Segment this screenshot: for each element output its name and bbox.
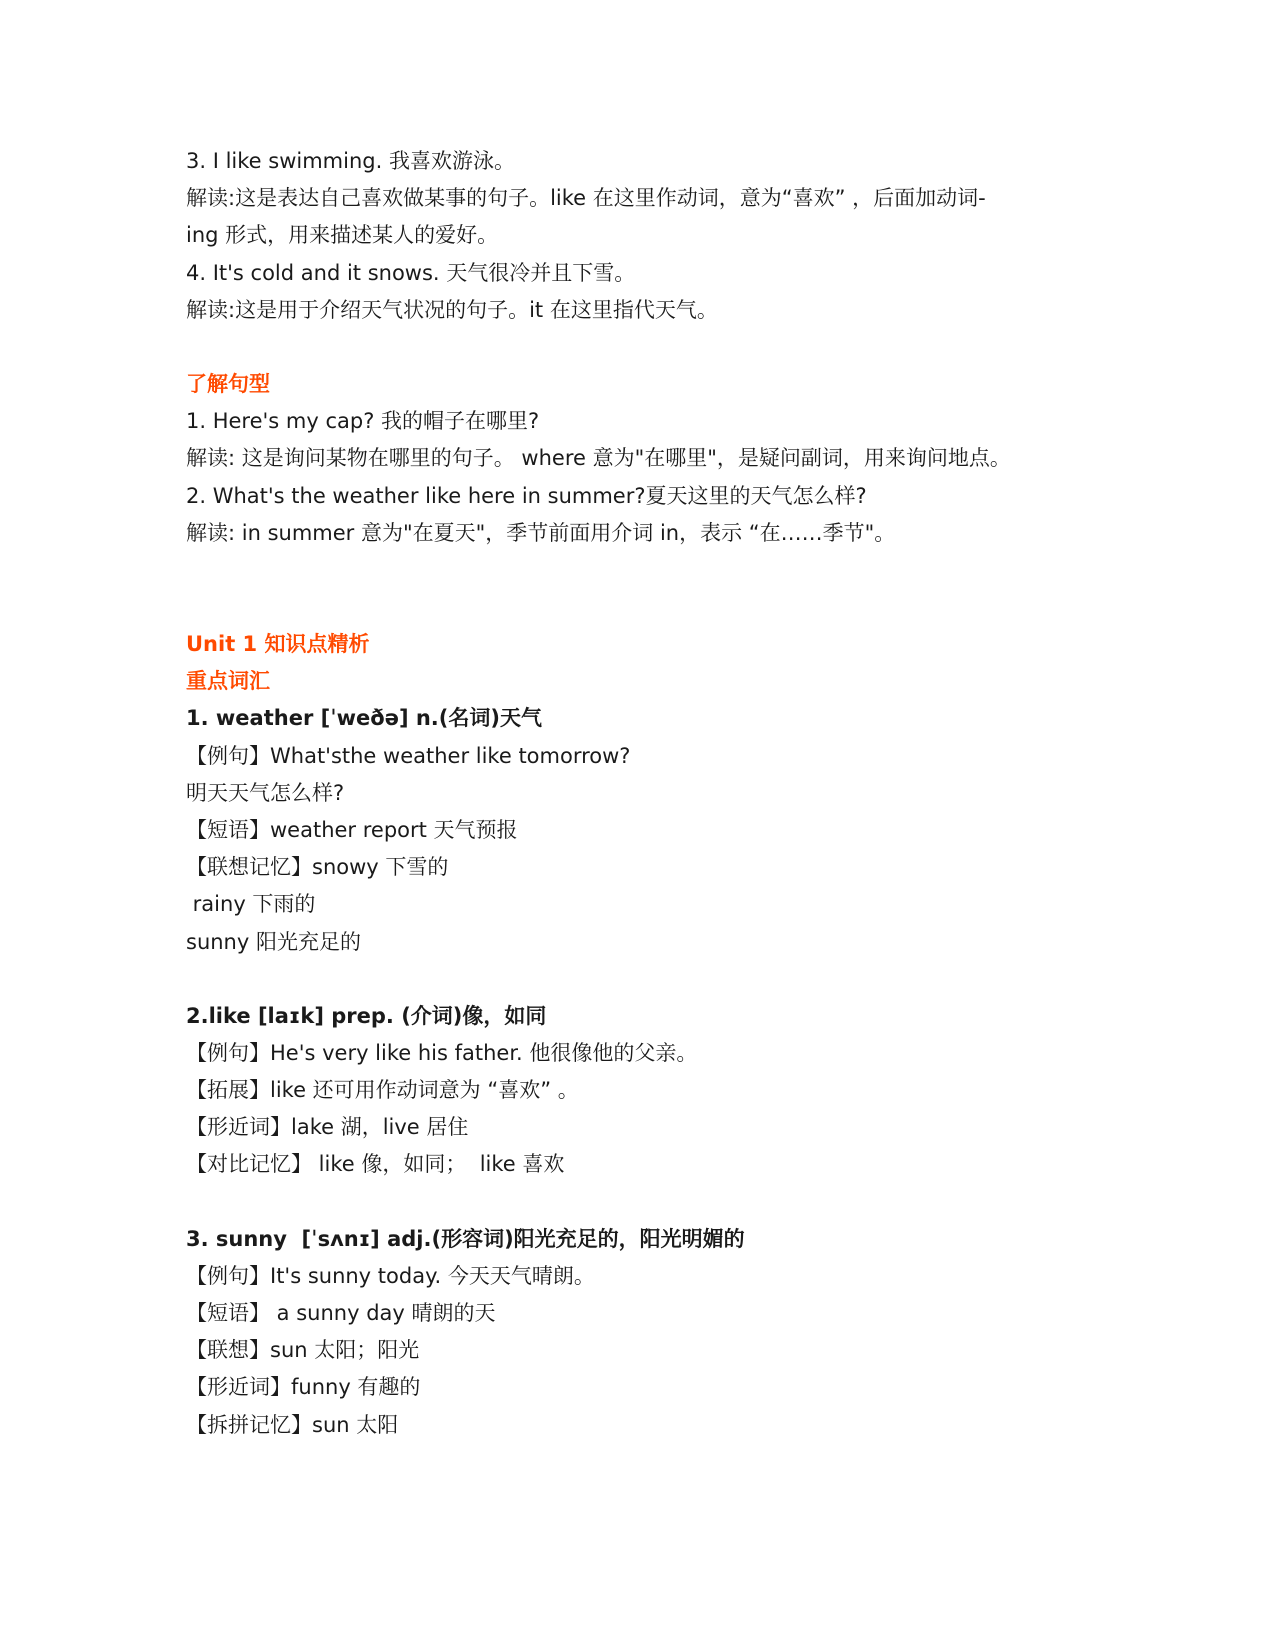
association-item: rainy 下雨的 — [186, 892, 316, 917]
similar-words: 【形近词】funny 有趣的 — [186, 1375, 421, 1400]
association: 【联想记忆】snowy 下雪的 — [186, 855, 449, 880]
section-heading: 了解句型 — [186, 372, 270, 396]
sentence-3: 3. I like swimming. 我喜欢游泳。 — [186, 149, 515, 173]
unit-heading: Unit 1 知识点精析 — [186, 632, 370, 656]
phrase: 【短语】 a sunny day 晴朗的天 — [186, 1301, 496, 1325]
example-sentence: 【例句】He's very like his father. 他很像他的父亲。 — [186, 1040, 698, 1065]
pattern-2-explanation: 解读: in summer 意为"在夏天"，季节前面用介词 in，表示 “在……季节"。 — [186, 520, 896, 545]
vocab-title: 1. weather [ˈweðə] n.(名词)天气 — [186, 706, 542, 731]
extension: 【拓展】like 还可用作动词意为 “喜欢” 。 — [186, 1078, 579, 1103]
sentence-explanations — [186, 143, 1086, 329]
vocab-title: 2.like [laɪk] prep. (介词)像，如同 — [186, 1003, 547, 1028]
phrase: 【短语】weather report 天气预报 — [186, 817, 518, 842]
vocab-entry-like — [186, 998, 1086, 1184]
example-sentence: 【例句】What'sthe weather like tomorrow? — [186, 743, 631, 768]
unit-knowledge-section — [186, 626, 1086, 1444]
pattern-2: 2. What's the weather like here in summer?夏天这里的天气怎么样? — [186, 483, 867, 508]
explanation-3: 解读:这是表达自己喜欢做某事的句子。like 在这里作动词，意为“喜欢” ，后面加动词- — [186, 186, 986, 211]
pattern-1-explanation: 解读: 这是询问某物在哪里的句子。 where 意为"在哪里"，是疑问副词，用来询问地点。 — [186, 446, 1011, 471]
sentence-4: 4. It's cold and it snows. 天气很冷并且下雪。 — [186, 260, 636, 285]
similar-words: 【形近词】lake 湖，live 居住 — [186, 1115, 469, 1140]
pattern-1: 1. Here's my cap? 我的帽子在哪里? — [186, 409, 540, 434]
sentence-patterns-section — [186, 366, 1086, 552]
association-item: sunny 阳光充足的 — [186, 929, 361, 954]
explanation-4: 解读:这是用于介绍天气状况的句子。it 在这里指代天气。 — [186, 297, 718, 322]
vocab-entry-sunny — [186, 1221, 1086, 1444]
vocab-title: 3. sunny [ˈsʌnɪ] adj.(形容词)阳光充足的，阳光明媚的 — [186, 1226, 745, 1251]
explanation-3-cont: ing 形式，用来描述某人的爱好。 — [186, 223, 499, 248]
vocab-entry-weather — [186, 700, 1086, 960]
split-memory: 【拆拼记忆】sun 太阳 — [186, 1412, 399, 1437]
association: 【联想】sun 太阳；阳光 — [186, 1338, 420, 1363]
contrast-memory: 【对比记忆】 like 像，如同； like 喜欢 — [186, 1152, 565, 1177]
example-sentence: 【例句】It's sunny today. 今天天气晴朗。 — [186, 1263, 595, 1288]
example-translation: 明天天气怎么样? — [186, 780, 345, 805]
vocabulary-heading: 重点词汇 — [186, 669, 270, 694]
